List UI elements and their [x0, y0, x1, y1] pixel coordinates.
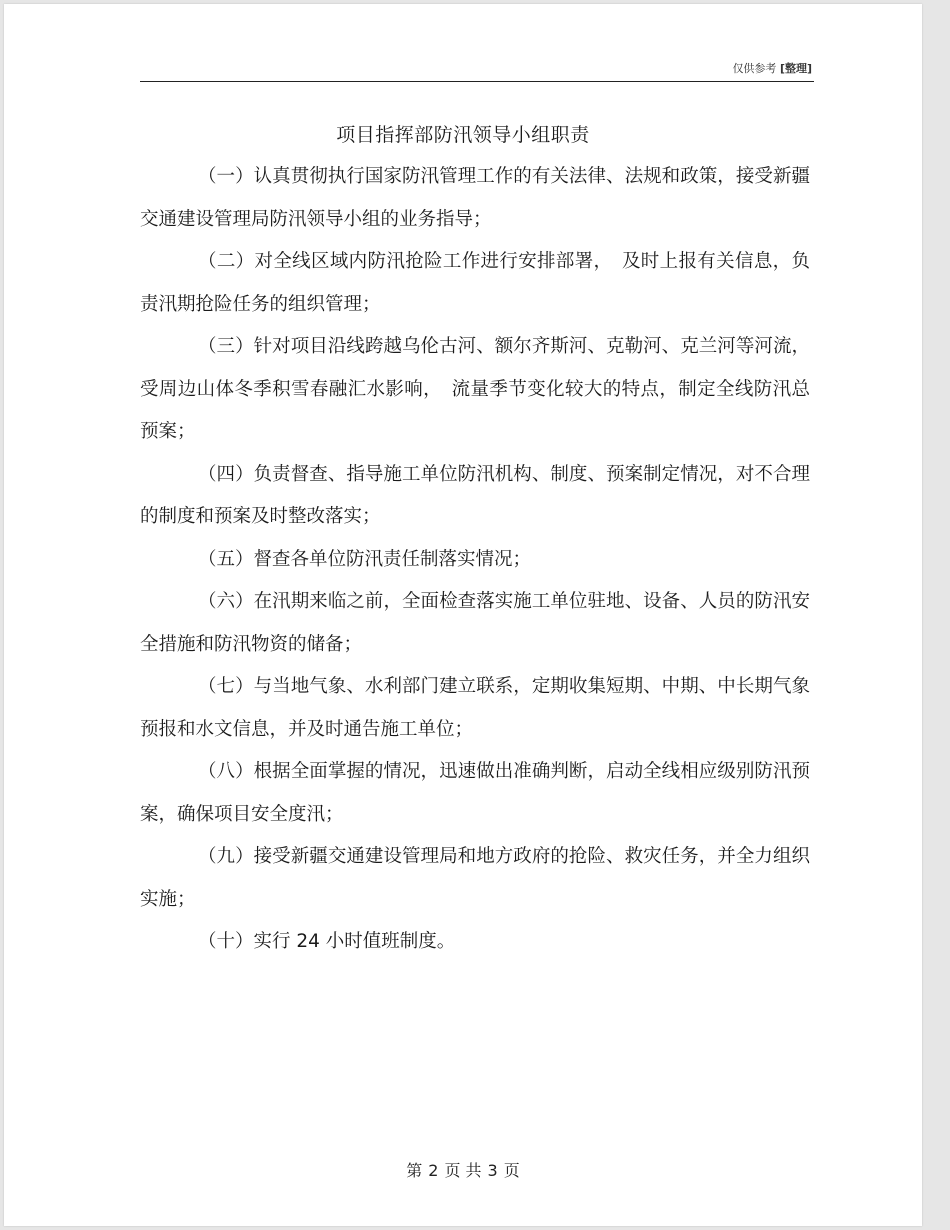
header-note-tag: [整理]: [779, 62, 812, 75]
paragraph-5: （五）督查各单位防汛责任制落实情况；: [198, 548, 532, 570]
paragraph-1: （一）认真贯彻执行国家防汛管理工作的有关法律、法规和政策，接受新疆交通建设管理局防汛领导小组的业务指导；: [140, 166, 810, 230]
paragraph-10: （十）实行 24 小时值班制度。: [198, 931, 456, 952]
header-note-text: 仅供参考: [732, 62, 777, 75]
paragraph-9: （九）接受新疆交通建设管理局和地方政府的抢险、救灾任务，并全力组织实施；: [140, 846, 810, 910]
document-title: 项目指挥部防汛领导小组职责: [336, 124, 590, 146]
page-number-total: 3: [487, 1161, 498, 1180]
header-divider: [140, 81, 814, 82]
paragraph-3: （三）针对项目沿线跨越乌伦古河、额尔齐斯河、克勒河、克兰河等河流，受周边山体冬季积雪春融汇水影响， 流量季节变化较大的特点，制定全线防汛总预案；: [140, 336, 810, 442]
page-number-middle: 页 共: [444, 1161, 482, 1180]
paragraph-6: （六）在汛期来临之前，全面检查落实施工单位驻地、设备、人员的防汛安全措施和防汛物资的储备；: [140, 591, 810, 655]
document-body: [140, 156, 810, 964]
page-number-suffix: 页: [503, 1161, 520, 1180]
header-note: [732, 60, 812, 76]
paragraph-7: （七）与当地气象、水利部门建立联系，定期收集短期、中期、中长期气象预报和水文信息，并及时通告施工单位；: [140, 676, 810, 740]
paragraph-8: （八）根据全面掌握的情况，迅速做出准确判断，启动全线相应级别防汛预案，确保项目安全度汛；: [140, 761, 810, 825]
page-number-current: 2: [428, 1161, 439, 1180]
document-page: [4, 4, 922, 1226]
page-number-prefix: 第: [406, 1161, 423, 1180]
paragraph-2: （二）对全线区域内防汛抢险工作进行安排部署， 及时上报有关信息，负责汛期抢险任务的组织管理；: [140, 251, 810, 315]
page-number: [4, 1158, 922, 1181]
paragraph-4: （四）负责督查、指导施工单位防汛机构、制度、预案制定情况，对不合理的制度和预案及时整改落实；: [140, 463, 810, 527]
